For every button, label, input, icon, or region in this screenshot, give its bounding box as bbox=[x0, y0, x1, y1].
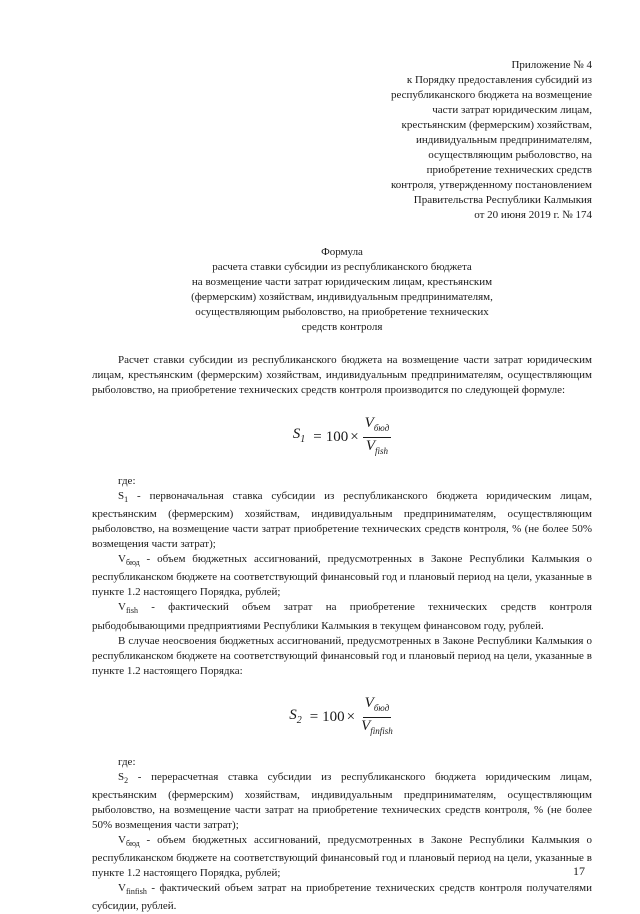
definition-s1: $S_1$ - первоначальная ставка субсидии из республиканского бюджета юридическим лицам, крестьянским (фермерским) хозяйствам, индивидуальным предпринимателям, осуществляющим рыболовство, на возмещение части затрат приобретение технических средств контроля, % (не более 50% возмещения части затрат); bbox=[92, 490, 592, 551]
formula-lhs: $S_2$ bbox=[289, 706, 302, 726]
heading-line: осуществляющим рыболовство, на приобретение технических bbox=[195, 306, 489, 318]
formula-numerator: $V_{бюд}$ bbox=[363, 695, 392, 718]
definition-v-fish: $V_{fish}$ - фактический объем затрат на приобретение технических средств контроля рыбодобывающими предприятиями Республики Калмыкия в текущем финансовом году, рублей. bbox=[92, 601, 592, 632]
appendix-block bbox=[92, 58, 592, 223]
appendix-line: Приложение № 4 bbox=[511, 59, 592, 71]
appendix-line: контроля, утвержденному постановлением bbox=[391, 179, 592, 191]
heading-line: (фермерским) хозяйствам, индивидуальным предпринимателям, bbox=[191, 291, 493, 303]
definition-v-budget: $V_{бюд}$ - объем бюджетных ассигнований, предусмотренных в Законе Республики Калмыкия о республиканском бюджете на соответствующий финансовый год и плановый период на цели, указанные в пункте 1.2 настоящего Порядка, рублей; bbox=[92, 553, 592, 599]
heading-line: расчета ставки субсидии из республиканского бюджета bbox=[212, 261, 472, 273]
document-page bbox=[92, 58, 592, 914]
appendix-line: приобретение технических средств bbox=[426, 164, 592, 176]
formula-fraction bbox=[363, 415, 392, 460]
heading-line: средств контроля bbox=[301, 321, 383, 333]
appendix-line: индивидуальным предпринимателям, bbox=[416, 134, 592, 146]
definition-v-finfish: $V_{finfish}$ - фактический объем затрат на приобретение технических средств контроля получателями субсидии, рублей. bbox=[92, 881, 592, 913]
condition-paragraph: В случае неосвоения бюджетных ассигнований, предусмотренных в Законе Республики Калмыкия о республиканском бюджете на соответствующий финансовый год и плановый период на цели, указанные в пункте 1.2 настоящего Порядка: bbox=[92, 634, 592, 677]
formula-equals: = bbox=[309, 709, 319, 726]
formula-s1 bbox=[92, 416, 592, 458]
definition-s2: $S_2$ - перерасчетная ставка субсидии из республиканского бюджета юридическим лицам, крестьянским (фермерским) хозяйствам, индивидуальным предпринимателям, осуществляющим рыболовство, на возмещение части затрат на приобретение технических средств контроля, % (не более 50% возмещения части затрат); bbox=[92, 770, 592, 831]
document-heading bbox=[92, 245, 592, 335]
formula-denominator: $V_{fish}$ bbox=[365, 437, 389, 456]
formula-times: × bbox=[346, 709, 356, 726]
where-label: где: bbox=[118, 755, 136, 768]
formula-equals: = bbox=[313, 428, 322, 445]
appendix-line: части затрат юридическим лицам, bbox=[432, 104, 592, 116]
definition-v-budget: $V_{бюд}$ - объем бюджетных ассигнований, предусмотренных в Законе Республики Калмыкия о республиканском бюджете на соответствующий финансовый год и плановый период на цели, указанные в пункте 1.2 настоящего Порядка, рублей; bbox=[92, 833, 592, 879]
formula-denominator: $V_{finfish}$ bbox=[361, 718, 393, 737]
appendix-line: крестьянским (фермерским) хозяйствам, bbox=[401, 119, 592, 131]
formula-s2 bbox=[92, 697, 592, 739]
formula-coefficient: 100 bbox=[325, 428, 349, 445]
intro-paragraph: Расчет ставки субсидии из республиканского бюджета на возмещение части затрат юридическим лицам, крестьянским (фермерским) хозяйствам, индивидуальным предпринимателям, осуществляющим рыболовство, на приобретение технических средств контроля производится по следующей формуле: bbox=[92, 354, 592, 396]
formula-lhs: $S_1$ bbox=[292, 426, 306, 445]
page-number: 17 bbox=[573, 864, 585, 878]
formula-fraction bbox=[359, 695, 395, 740]
appendix-line: Правительства Республики Калмыкия bbox=[413, 194, 592, 206]
appendix-line: от 20 июня 2019 г. № 174 bbox=[474, 209, 592, 221]
heading-line: Формула bbox=[321, 246, 363, 258]
formula-times: × bbox=[350, 428, 359, 445]
formula-coefficient: 100 bbox=[322, 709, 345, 726]
heading-line: на возмещение части затрат юридическим лицам, крестьянским bbox=[191, 276, 493, 288]
appendix-line: республиканского бюджета на возмещение bbox=[390, 89, 592, 101]
where-label: где: bbox=[118, 475, 136, 487]
formula-numerator: $V_{бюд}$ bbox=[363, 415, 392, 438]
appendix-line: к Порядку предоставления субсидий из bbox=[406, 74, 592, 86]
appendix-line: осуществляющим рыболовство, на bbox=[428, 149, 592, 161]
